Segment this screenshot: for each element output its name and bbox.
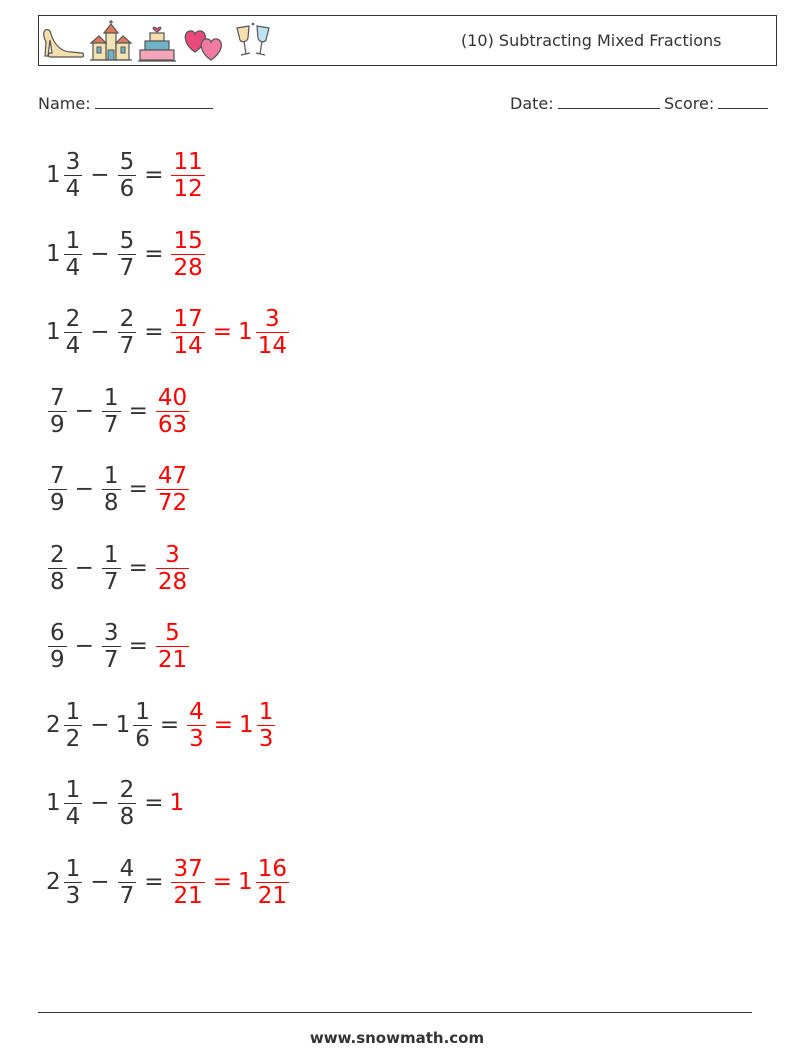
subtrahend-denominator: 7 (103, 568, 119, 595)
problem-row (46, 768, 185, 838)
answer-mixed-numerator: 16 (257, 855, 287, 882)
subtrahend-denominator: 8 (119, 803, 135, 830)
answer-improper (154, 463, 191, 516)
answer (169, 856, 290, 909)
minuend-numerator: 1 (65, 227, 81, 254)
minuend-whole: 1 (46, 162, 61, 188)
equals-sign: = (128, 398, 148, 424)
answer-improper (169, 228, 206, 281)
equals-sign: = (159, 712, 180, 738)
subtrahend-fraction (102, 620, 121, 673)
name-field[interactable] (38, 92, 213, 114)
minuend (46, 620, 69, 673)
subtrahend (116, 306, 139, 359)
subtrahend-numerator: 5 (119, 148, 135, 175)
minuend-whole: 1 (46, 241, 61, 267)
answer-improper-denominator: 12 (173, 175, 203, 202)
answer-improper-denominator: 3 (189, 725, 204, 752)
equals-sign: = (144, 790, 164, 816)
answer-mixed-denominator: 14 (257, 332, 287, 359)
subtrahend-denominator: 7 (103, 646, 119, 673)
subtrahend (100, 385, 123, 438)
subtrahend-numerator: 1 (103, 384, 119, 411)
answer-improper (185, 699, 208, 752)
answer-improper-denominator: 28 (157, 568, 188, 595)
minuend (46, 306, 84, 359)
answer-improper-fraction (156, 542, 189, 595)
answer-mixed-fraction (256, 856, 289, 909)
minuend-numerator: 1 (65, 855, 81, 882)
subtrahend-numerator: 1 (135, 698, 150, 725)
answer-improper (169, 856, 206, 909)
equals-sign: = (144, 241, 164, 267)
subtrahend (100, 463, 123, 516)
minuend-fraction (64, 306, 83, 359)
subtrahend-numerator: 2 (119, 776, 135, 803)
problem-row (46, 219, 207, 289)
minuend-fraction (64, 699, 83, 752)
equals-sign: = (128, 633, 148, 659)
minuend-denominator: 4 (65, 332, 81, 359)
answer-improper (169, 149, 206, 202)
answer-improper-numerator: 37 (173, 855, 203, 882)
minuend-numerator: 3 (65, 148, 81, 175)
subtrahend (116, 777, 139, 830)
answer-improper-denominator: 21 (157, 646, 188, 673)
subtrahend-numerator: 2 (119, 305, 135, 332)
minuend-denominator: 9 (50, 646, 65, 673)
answer-improper-fraction (171, 228, 204, 281)
subtrahend-whole: 1 (115, 712, 131, 738)
minuend-denominator: 9 (50, 411, 65, 438)
minuend-whole: 1 (46, 790, 61, 816)
answer-improper-denominator: 21 (173, 882, 203, 909)
problem-row (46, 297, 291, 367)
minuend-numerator: 2 (65, 305, 81, 332)
subtrahend-denominator: 8 (103, 489, 119, 516)
header-box (38, 15, 777, 66)
minuend-fraction (48, 542, 67, 595)
answer-improper-denominator: 14 (173, 332, 203, 359)
minuend-denominator: 4 (65, 803, 81, 830)
answer-improper (154, 385, 191, 438)
date-label: Date: (510, 94, 554, 113)
answer-improper-numerator: 40 (157, 384, 188, 411)
champagne-glasses-icon (231, 20, 275, 64)
name-label: Name: (38, 94, 91, 113)
minus-sign: − (90, 241, 110, 267)
subtrahend-denominator: 7 (103, 411, 119, 438)
answer-improper-denominator: 63 (157, 411, 188, 438)
minuend (46, 463, 69, 516)
subtrahend-fraction (118, 777, 137, 830)
minuend-fraction (48, 620, 67, 673)
wedding-cake-icon (137, 20, 177, 64)
answer (169, 306, 290, 359)
answer-mixed-numerator: 3 (265, 305, 280, 332)
subtrahend-numerator: 1 (103, 541, 119, 568)
minuend-fraction (48, 463, 67, 516)
answer-improper-denominator: 28 (173, 254, 203, 281)
subtrahend-denominator: 7 (119, 332, 135, 359)
answer-mixed-denominator: 21 (257, 882, 287, 909)
minuend (46, 542, 69, 595)
subtrahend-fraction (118, 306, 137, 359)
minus-sign: − (74, 555, 94, 581)
answer-improper-numerator: 4 (189, 698, 204, 725)
answer-improper-fraction (171, 856, 204, 909)
equals-sign: = (144, 319, 164, 345)
answer-mixed (238, 306, 291, 359)
worksheet-title: (10) Subtracting Mixed Fractions (461, 31, 722, 50)
minuend-numerator: 1 (65, 776, 81, 803)
answer-mixed-whole: 1 (238, 319, 253, 345)
answer-improper-fraction (171, 306, 204, 359)
minuend-numerator: 6 (50, 619, 65, 646)
score-field[interactable] (664, 92, 768, 114)
answer-mixed-fraction (256, 306, 289, 359)
minuend-fraction (48, 385, 67, 438)
answer (154, 542, 191, 595)
answer-mixed-fraction (257, 699, 276, 752)
answer (185, 699, 277, 752)
answer-improper-fraction (156, 463, 189, 516)
header-icons (41, 20, 275, 64)
footer-website: www.snowmath.com (309, 1029, 485, 1047)
minuend-denominator: 4 (65, 175, 81, 202)
answer-improper-fraction (171, 149, 204, 202)
answer-improper-fraction (187, 699, 206, 752)
subtrahend (100, 542, 123, 595)
problem-row (46, 611, 191, 681)
church-icon (89, 20, 133, 64)
minus-sign: − (90, 869, 110, 895)
subtrahend-numerator: 1 (103, 462, 119, 489)
minuend-denominator: 8 (50, 568, 65, 595)
equals-sign: = (128, 555, 148, 581)
minuend (46, 228, 84, 281)
subtrahend-denominator: 7 (119, 882, 135, 909)
answer-improper (169, 306, 206, 359)
answer (154, 385, 191, 438)
minuend-fraction (64, 228, 83, 281)
subtrahend (116, 856, 139, 909)
answer-whole: 1 (169, 790, 185, 816)
answer-improper-numerator: 5 (165, 619, 180, 646)
problem-row (46, 533, 191, 603)
hearts-icon (181, 22, 227, 62)
answer-improper-fraction (156, 385, 189, 438)
minuend (46, 856, 84, 909)
subtrahend-numerator: 5 (119, 227, 135, 254)
minuend (46, 777, 84, 830)
answer (169, 790, 185, 816)
answer-mixed-whole: 1 (238, 869, 253, 895)
answer (169, 149, 206, 202)
date-blank[interactable] (558, 92, 660, 109)
subtrahend-numerator: 4 (119, 855, 135, 882)
subtrahend-fraction (102, 385, 121, 438)
minuend (46, 385, 69, 438)
answer-improper-denominator: 72 (157, 489, 188, 516)
minuend-denominator: 3 (65, 882, 81, 909)
answer-improper-numerator: 47 (157, 462, 188, 489)
equals-sign: = (144, 162, 164, 188)
answer-improper-numerator: 11 (173, 148, 203, 175)
answer-mixed-numerator: 1 (258, 698, 274, 725)
subtrahend (100, 620, 123, 673)
problem-row (46, 140, 207, 210)
minuend-fraction (64, 777, 83, 830)
answer-improper (154, 542, 191, 595)
minuend-numerator: 1 (65, 698, 81, 725)
answer-improper-numerator: 17 (173, 305, 203, 332)
name-blank[interactable] (95, 92, 213, 109)
minuend-fraction (64, 856, 83, 909)
minuend-whole: 2 (46, 712, 61, 738)
subtrahend (116, 149, 139, 202)
answer-improper-numerator: 15 (173, 227, 203, 254)
minus-sign: − (74, 633, 94, 659)
footer-divider (38, 1012, 752, 1013)
minuend-numerator: 7 (50, 384, 65, 411)
answer-mixed (238, 856, 291, 909)
minuend-numerator: 7 (50, 462, 65, 489)
answer-mixed (239, 699, 277, 752)
problem-row (46, 454, 191, 524)
problem-row (46, 376, 191, 446)
subtrahend-denominator: 6 (119, 175, 135, 202)
minuend-whole: 2 (46, 869, 61, 895)
minuend-denominator: 9 (50, 489, 65, 516)
answer-mixed-denominator: 3 (258, 725, 274, 752)
answer-equals-sign: = (212, 869, 233, 895)
subtrahend-fraction (102, 463, 121, 516)
subtrahend-fraction (118, 228, 137, 281)
problem-row (46, 690, 277, 760)
subtrahend-denominator: 6 (135, 725, 150, 752)
answer-improper-fraction (156, 620, 189, 673)
subtrahend-numerator: 3 (103, 619, 119, 646)
answer-equals-sign: = (213, 712, 234, 738)
subtrahend-fraction (118, 149, 137, 202)
score-label: Score: (664, 94, 715, 113)
answer (154, 620, 191, 673)
minus-sign: − (90, 790, 110, 816)
subtrahend-denominator: 7 (119, 254, 135, 281)
minuend-whole: 1 (46, 319, 61, 345)
subtrahend-fraction (118, 856, 137, 909)
score-blank[interactable] (718, 92, 768, 109)
minuend (46, 699, 84, 752)
answer-equals-sign: = (212, 319, 233, 345)
date-field[interactable] (510, 92, 660, 114)
minuend-denominator: 4 (65, 254, 81, 281)
minuend (46, 149, 84, 202)
high-heel-icon (41, 22, 85, 62)
minus-sign: − (90, 712, 110, 738)
minuend-numerator: 2 (50, 541, 65, 568)
equals-sign: = (128, 476, 148, 502)
minuend-denominator: 2 (65, 725, 81, 752)
minus-sign: − (90, 162, 110, 188)
equals-sign: = (144, 869, 164, 895)
answer-mixed-whole: 1 (239, 712, 254, 738)
answer-improper-numerator: 3 (165, 541, 180, 568)
subtrahend-fraction (102, 542, 121, 595)
minus-sign: − (74, 476, 94, 502)
subtrahend (116, 228, 139, 281)
minuend-fraction (64, 149, 83, 202)
minus-sign: − (74, 398, 94, 424)
answer (169, 228, 206, 281)
subtrahend-fraction (133, 699, 152, 752)
answer (154, 463, 191, 516)
minus-sign: − (90, 319, 110, 345)
problem-row (46, 847, 291, 917)
subtrahend (116, 699, 154, 752)
answer-improper (154, 620, 191, 673)
